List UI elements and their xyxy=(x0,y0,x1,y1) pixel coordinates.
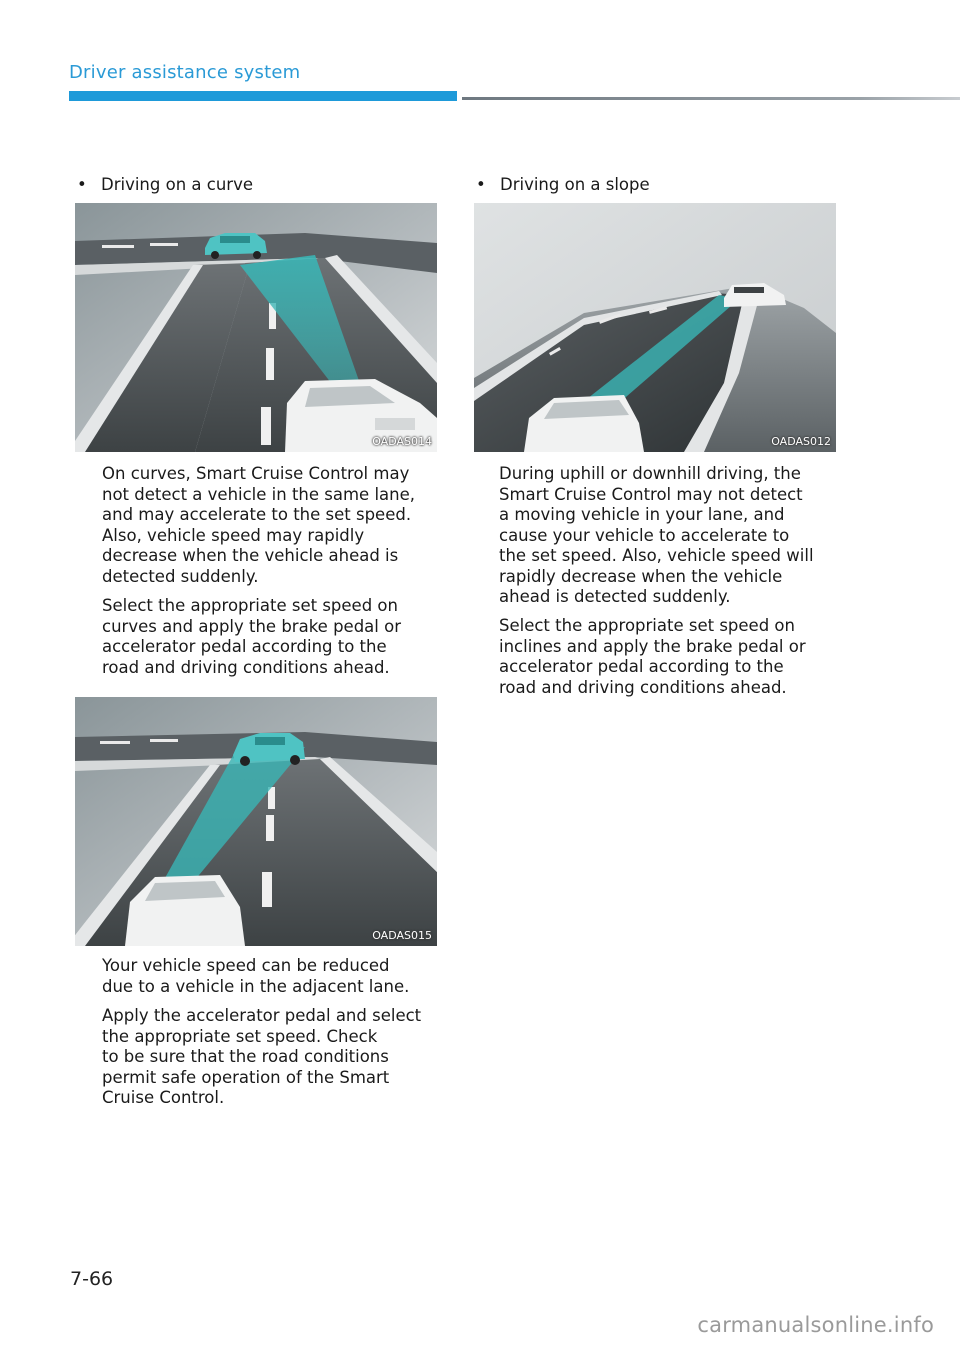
figure-slope xyxy=(474,203,836,452)
paragraph-slope-advice: Select the appropriate set speed on inclines and apply the brake pedal or accelerator pedal according to the road and driving conditions ahead. xyxy=(499,616,806,697)
watermark: carmanualsonline.info xyxy=(697,1313,934,1337)
page-number: 7-66 xyxy=(70,1268,114,1290)
adjacent-lane-illustration xyxy=(75,697,437,946)
paragraph-adjacent-advice: Apply the accelerator pedal and select the appropriate set speed. Check to be sure that the road conditions permit safe operation of the Smart Cruise Control. xyxy=(102,1006,422,1107)
figure-adjacent-lane xyxy=(75,697,437,946)
section-title: Driver assistance system xyxy=(69,62,301,83)
bullet-driving-on-curve xyxy=(77,175,253,194)
curve-illustration xyxy=(75,203,437,452)
bullet-driving-on-slope xyxy=(476,175,650,194)
paragraph-adjacent-lane: Your vehicle speed can be reduced due to a vehicle in the adjacent lane. xyxy=(102,956,410,996)
figure-code: OADAS014 xyxy=(372,435,432,448)
header-divider xyxy=(462,97,960,100)
bullet-text: Driving on a slope xyxy=(500,175,650,194)
bullet-marker: • xyxy=(77,175,87,194)
slope-illustration xyxy=(474,203,836,452)
paragraph-slope-detection: During uphill or downhill driving, the Smart Cruise Control may not detect a moving vehicle in your lane, and cause your vehicle to accelerate to the set speed. Also, vehicle speed will rapidly decrease when the vehicle ahead is detected suddenly. xyxy=(499,464,814,606)
header-accent-bar xyxy=(69,91,457,101)
paragraph-curve-detection: On curves, Smart Cruise Control may not detect a vehicle in the same lane, and may accelerate to the set speed. Also, vehicle speed may rapidly decrease when the vehicle ahead is detected suddenly. xyxy=(102,464,416,586)
figure-code: OADAS015 xyxy=(372,929,432,942)
bullet-text: Driving on a curve xyxy=(101,175,253,194)
figure-curve xyxy=(75,203,437,452)
paragraph-curve-advice: Select the appropriate set speed on curves and apply the brake pedal or accelerator pedal according to the road and driving conditions ahead. xyxy=(102,596,401,677)
bullet-marker: • xyxy=(476,175,486,194)
figure-code: OADAS012 xyxy=(771,435,831,448)
